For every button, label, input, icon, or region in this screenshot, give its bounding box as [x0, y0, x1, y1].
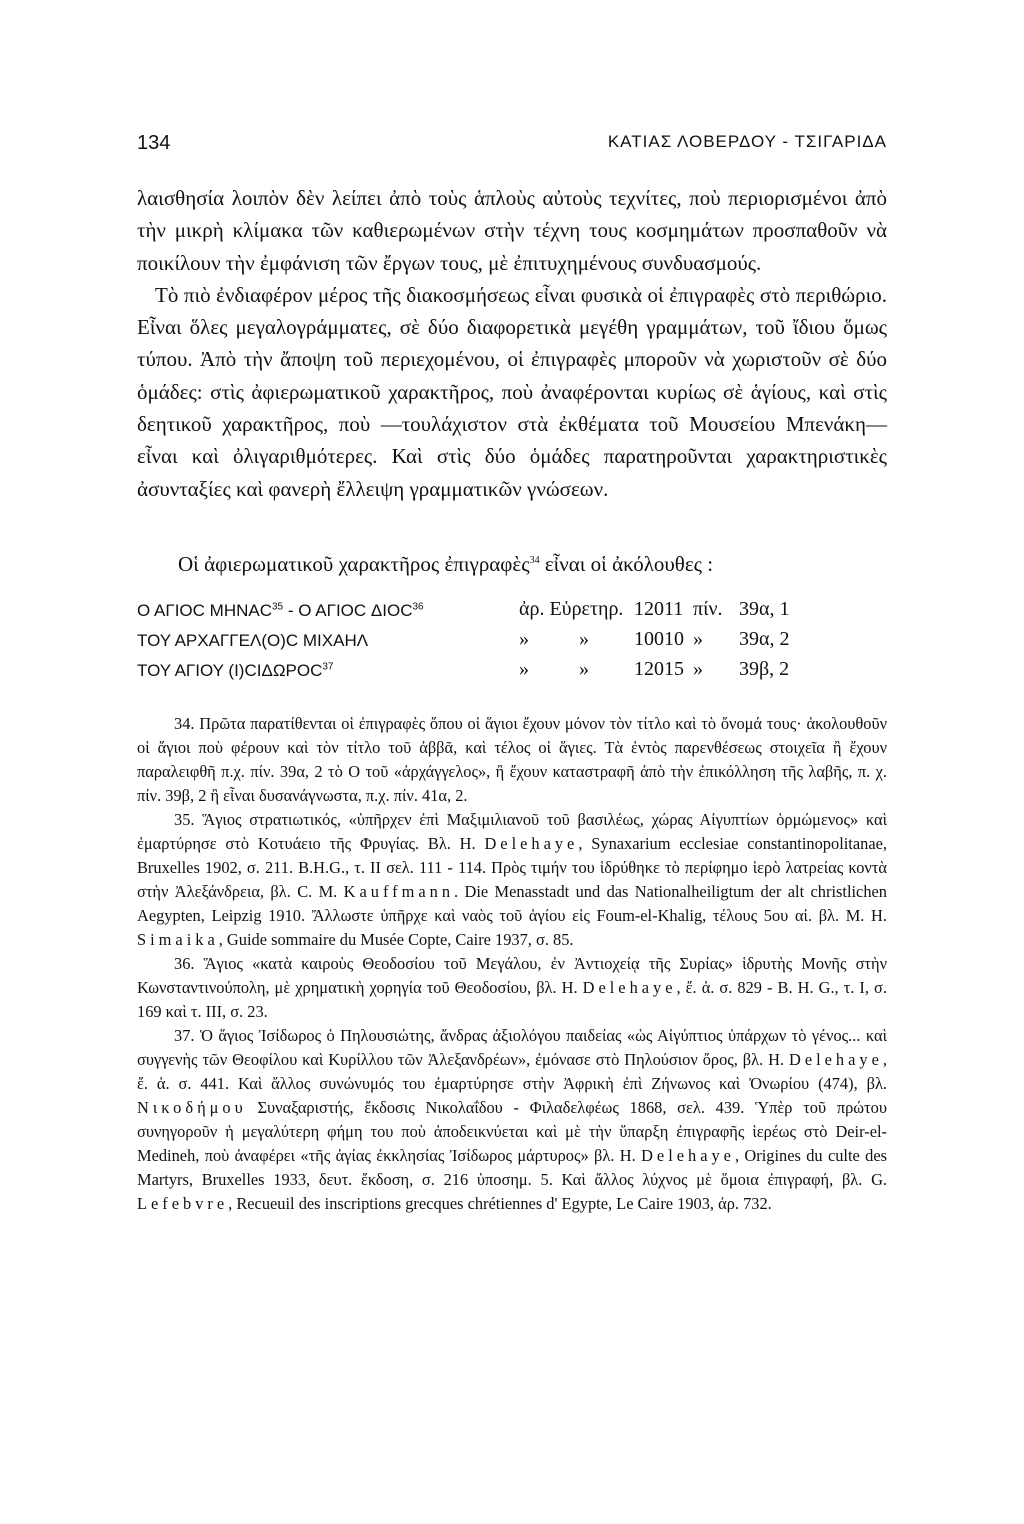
inscription-text-a: ΤΟΥ ΑΓΙΟΥ (Ι)CΙΔΩΡΟC	[137, 661, 323, 680]
page-header	[137, 132, 887, 162]
author-name: Delehaye	[582, 978, 677, 997]
footnotes	[137, 712, 887, 1216]
inscription-text	[137, 601, 424, 621]
inscription-plate-label: »	[693, 628, 703, 650]
inscription-footnote-ref[interactable]: 35	[272, 601, 284, 613]
inscription-catalog-number: 12011	[634, 598, 684, 620]
page-number: 134	[137, 132, 171, 154]
intro-footnote-ref[interactable]: 34	[529, 555, 540, 566]
inscription-plate-value: 39β, 2	[739, 658, 790, 680]
author-name: Delehaye	[641, 1146, 735, 1165]
inscription-catalog-ref: » »	[519, 658, 589, 680]
inscription-plate-value: 39α, 1	[739, 598, 790, 620]
inscription-text-a: ΤΟΥ ΑΡΧΑΓΓΕΛ(Ο)C ΜΙΧΑΗΛ	[137, 631, 369, 650]
inscription-row	[137, 598, 897, 628]
footnote-37: 37. Ὁ ἅγιος Ἰσίδωρος ὁ Πηλουσιώτης, ἄνδρας ἀξιολόγου παιδείας «ὡς Αἰγύπτιος ὑπάρχων τὸ γένος... καὶ συγγενὴς τῶν Θεοφίλου καὶ Κυρίλλου τῶν Ἀλεξανδρέων», ἐμόνασε στὸ Πηλούσιον ὄρος, βλ. Η. Delehaye, ἔ. ἀ. σ. 441. Καὶ ἄλλος συνώνυμός του ἐμαρτύρησε στὴν Ἀφρικὴ ἐπὶ Ζήνωνος καὶ Ὀνωρίου (474), βλ. Νικοδήμου Συναξαριστής, ἔκδοσις Νικολαΐδου - Φιλαδελφέως 1868, σελ. 439. Ὑπὲρ τοῦ πρώτου συνηγοροῦν ἡ μεγαλύτερη φήμη του ποὺ ἀποδεικνύεται καὶ μὲ τὴν ὕπαρξη ἐπιγραφῆς ἱερέως στὸ Deir-el-Medineh, ποὺ ἀναφέρει «τῆς ἁγίας ἐκκλησίας Ἰσίδωρος μάρτυρος» βλ. Η. Delehaye, Origines du culte des Martyrs, Bruxelles 1933, δευτ. ἔκδοση, σ. 216 ὑποσημ. 5. Καὶ ἄλλος λύχνος μὲ ὅμοια ἐπιγραφή, βλ. G. Lefebvre, Recueuil des inscriptions grecques chrétiennes d' Egypte, Le Caire 1903, ἀρ. 732.	[137, 1026, 887, 1213]
author-name: Delehaye	[484, 834, 579, 853]
footnote-34: 34. Πρῶτα παρατίθενται οἱ ἐπιγραφὲς ὅπου οἱ ἅγιοι ἔχουν μόνον τὸν τίτλο καὶ τὸ ὄνομά τους· ἀκολουθοῦν οἱ ἅγιοι ποὺ φέρουν καὶ τὸν τίτλο τοῦ ἀββᾶ, καὶ τέλος οἱ ἅγιες. Τὰ ἐντὸς παρενθέσεως στοιχεῖα ἢ ἔχουν παραλειφθῆ π.χ. πίν. 39α, 2 τὸ Ο τοῦ «ἀρχάγγελος», ἢ ἔχουν καταστραφῆ ἀπὸ τὴν ἐπικόλληση τῆς λαβῆς, π. χ. πίν. 39β, 2 ἢ εἶναι δυσανάγνωστα, π.χ. πίν. 41α, 2.	[137, 714, 887, 805]
footnote-36: 36. Ἅγιος «κατὰ καιροὺς Θεοδοσίου τοῦ Μεγάλου, ἐν Ἀντιοχείᾳ τῆς Συρίας» ἱδρυτὴς Μονῆς στὴν Κωνσταντινούπολη, μὲ χρηματικὴ χορηγία τοῦ Θεοδοσίου, βλ. Η. Delehaye, ἔ. ἀ. σ. 829 - B. H. G., τ. I, σ. 169 καὶ τ. III, σ. 23.	[137, 954, 887, 1021]
inscription-text	[137, 631, 368, 651]
inscription-text-a: Ο ΑΓΙΟC ΜΗΝΑC	[137, 601, 272, 620]
inscription-catalog-number: 10010	[634, 628, 684, 650]
intro-text-end: εἶναι οἱ ἀκόλουθες :	[544, 552, 714, 576]
inscription-text	[137, 661, 334, 681]
inscription-text-b: - Ο ΑΓΙΟC ΔΙΟC	[283, 601, 413, 620]
footnote-35: 35. Ἅγιος στρατιωτικός, «ὑπῆρχεν ἐπὶ Μαξιμιλιανοῦ τοῦ βασιλέως, χώρας Αἰγυπτίων ὁρμώμενος» καὶ ἐμαρτύρησε στὸ Κοτυάειο τῆς Φρυγίας. Βλ. Η. Delehaye, Synaxarium ecclesiae constantinopolitanae, Bruxelles 1902, σ. 211. B.H.G., τ. II σελ. 111 - 114. Πρὸς τιμήν του ἱδρύθηκε τὸ περίφημο ἱερὸ λατρείας κοντὰ στὴν Ἀλεξάνδρεια, βλ. C. M. Kauffmann. Die Menasstadt und das Nationalheiligtum der alt christlichen Aegypten, Leipzig 1910. Ἄλλωστε ὑπῆρχε καὶ ναὸς τοῦ ἁγίου εἰς Foum-el-Khalig, τέλους 5ου αἰ. βλ. M. H. Simaika, Guide sommaire du Musée Copte, Caire 1937, σ. 85.	[137, 810, 887, 949]
body-text	[137, 182, 887, 505]
inscription-footnote-ref[interactable]: 36	[412, 601, 424, 613]
inscription-catalog-ref: ἀρ. Εὑρετηρ.	[519, 598, 624, 620]
inscription-plate-label: »	[693, 658, 703, 680]
author-name: Kauffmann	[343, 882, 455, 901]
paragraph-2: Τὸ πιὸ ἐνδιαφέρον μέρος τῆς διακοσμήσεως εἶναι φυσικὰ οἱ ἐπιγραφὲς στὸ περιθώριο. Εἶναι ὅλες μεγαλογράμματες, σὲ δύο διαφορετικὰ μεγέθη γραμμάτων, τοῦ ἴδιου ὅμως τύπου. Ἀπὸ τὴν ἄποψη τοῦ περιεχομένου, οἱ ἐπιγραφὲς μποροῦν νὰ χωριστοῦν σὲ δύο ὁμάδες: στὶς ἀφιερωματικοῦ χαρακτῆρος, ποὺ ἀναφέρονται κυρίως σὲ ἁγίους, καὶ στὶς δεητικοῦ χαρακτῆρος, ποὺ —τουλάχιστον στὰ ἐκθέματα τοῦ Μουσείου Μπενάκη— εἶναι καὶ ὀλιγαριθμότερες. Καὶ στὶς δύο ὁμάδες παρατηροῦνται χαρακτηριστικὲς ἀσυνταξίες καὶ φανερὴ ἔλλειψη γραμματικῶν γνώσεων.	[137, 282, 887, 501]
inscription-catalog-number: 12015	[634, 658, 684, 680]
paragraph-1: λαισθησία λοιπὸν δὲν λείπει ἀπὸ τοὺς ἁπλοὺς αὐτοὺς τεχνίτες, ποὺ περιορισμένοι ἀπὸ τὴν μικρὴ κλίμακα τῶν καθιερωμένων στὴν τέχνη τους κοσμημάτων προσπαθοῦν νὰ ποικίλουν τὴν ἐμφάνιση τῶν ἔργων τους, μὲ ἐπιτυχημένους συνδυασμούς.	[137, 186, 887, 275]
inscription-row	[137, 658, 897, 688]
intro-text: Οἱ ἀφιερωματικοῦ χαρακτῆρος ἐπιγραφὲς	[178, 552, 530, 576]
inscription-catalog-ref: » »	[519, 628, 589, 650]
author-name: Lefebvre	[137, 1194, 229, 1213]
author-name: Delehaye	[788, 1050, 883, 1069]
inscription-list	[137, 598, 897, 688]
inscription-row	[137, 628, 897, 658]
author-name: Simaika	[137, 930, 219, 949]
inscription-footnote-ref[interactable]: 37	[322, 661, 334, 673]
running-head: ΚΑΤΙΑΣ ΛΟΒΕΡΔΟΥ - ΤΣΙΓΑΡΙΔΑ	[607, 132, 887, 151]
inscription-plate-label: πίν.	[693, 598, 723, 620]
inscriptions-intro	[178, 552, 713, 577]
author-name: Νικοδήμου	[137, 1098, 247, 1117]
inscription-plate-value: 39α, 2	[739, 628, 790, 650]
